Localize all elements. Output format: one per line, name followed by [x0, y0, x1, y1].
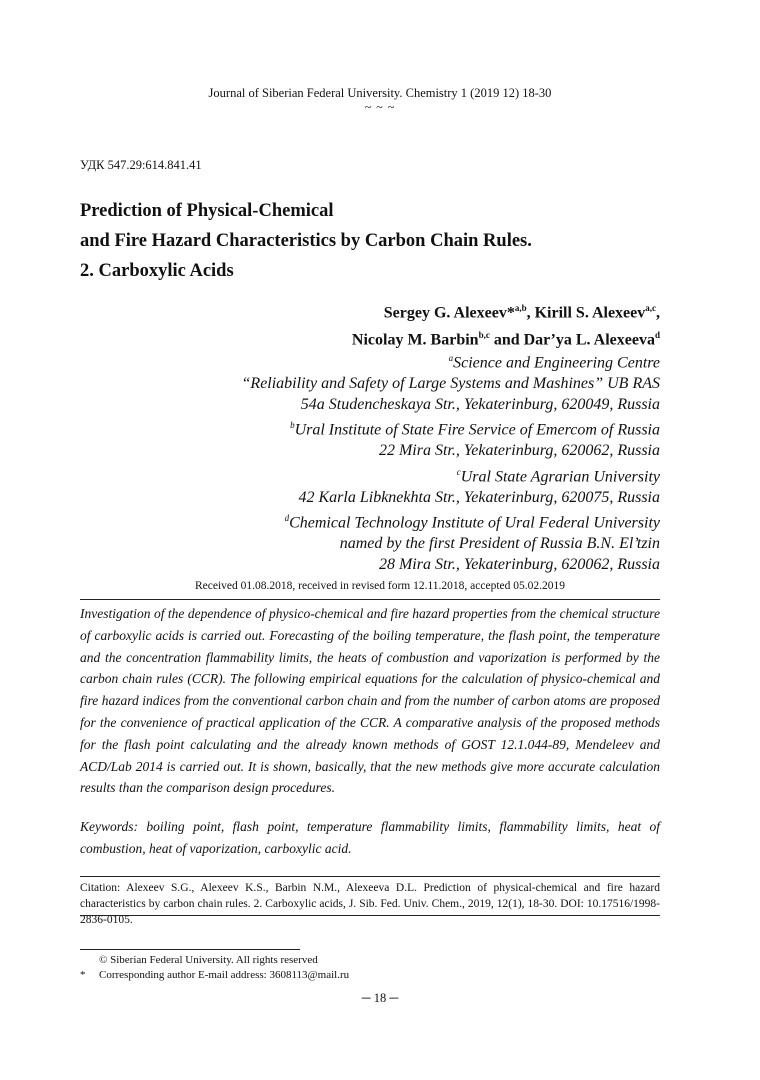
- received-dates: Received 01.08.2018, received in revised form 12.11.2018, accepted 05.02.2019: [194, 580, 566, 592]
- article-title: [80, 196, 532, 286]
- page-number: ─ 18 ─: [361, 991, 399, 1005]
- footnote-rule: [80, 949, 300, 950]
- author-affil-mark: b,c: [478, 330, 490, 341]
- affiliations: [242, 348, 660, 575]
- author-affil-mark: a,c: [645, 303, 656, 313]
- affiliation-line: $^c$Ural State Agrarian University: [456, 466, 660, 485]
- affil-mark: d: [284, 513, 290, 524]
- affiliation-line: “Reliability and Safety of Large Systems and Mashines” UB RAS: [241, 374, 660, 392]
- affiliation-line: 28 Mira Str., Yekaterinburg, 620062, Russia: [378, 555, 660, 573]
- udk-code: УДК 547.29:614.841.41: [80, 158, 202, 172]
- journal-header: Journal of Siberian Federal University. Chemistry 1 (2019 12) 18-30: [208, 86, 552, 100]
- affiliation-line: 42 Karla Libknekhta Str., Yekaterinburg, 620075, Russia: [298, 488, 660, 506]
- author-affil-mark: a,b: [514, 303, 527, 313]
- title-line-1: Prediction of Physical-Chemical: [80, 201, 334, 221]
- affil-mark: c: [456, 466, 461, 477]
- citation-top-rule: [80, 876, 660, 877]
- header-ornament: ~ ~ ~: [364, 100, 396, 114]
- abstract: Investigation of the dependence of physico-chemical and fire hazard properties from the chemical structure of carboxylic acids is carried out. Forecasting of the boiling temperature, the flash point, the temperature and the concentration flammability limits, the heats of combustion and vaporization is performed by the carbon chain rules (CCR). The following empirical equations for the calculation of physico-chemical and fire hazard indices from the conventional carbon chain and from the number of carbon atoms are proposed for the convenience of practical application of the CCR. A comparative analysis of the proposed methods for the flash point calculating and the already known methods of GOST 12.1.044-89, Mendeleev and ACD/Lab 2014 is carried out. It is shown, basically, that the new methods give more accurate calculation results than the comparison design procedures.: [80, 606, 660, 796]
- title-line-3: 2. Carboxylic Acids: [80, 261, 234, 281]
- author-list: [352, 297, 660, 352]
- affiliation-line: $^d$Chemical Technology Institute of Ural Federal University: [284, 513, 660, 532]
- author-line-1: [352, 297, 660, 324]
- keywords: Keywords: boiling point, flash point, temperature flammability limits, flammability limits, heat of combustion, heat of vaporization, carboxylic acid.: [80, 819, 660, 856]
- citation: Citation: Alexeev S.G., Alexeev K.S., Barbin N.M., Alexeeva D.L. Prediction of physical-chemical and fire hazard characteristics by carbon chain rules. 2. Carboxylic acids, J. Sib. Fed. Univ. Chem., 2019, 12(1), 18-30. DOI: 10.17516/1998-2836-0105.: [80, 882, 660, 926]
- copyright-footnote: © Siberian Federal University. All rights reserved: [99, 954, 318, 966]
- affiliation-line: $^b$Ural Institute of State Fire Service of Emercom of Russia: [290, 420, 660, 439]
- affiliation-line: $^a$Science and Engineering Centre: [448, 353, 660, 372]
- abstract-top-rule: [80, 599, 660, 600]
- author-name: Sergey G. Alexeev*: [383, 304, 515, 322]
- author-name: , Kirill S. Alexeev: [526, 304, 646, 322]
- corresponding-author-footnote: * Corresponding author E-mail address: 3608113@mail.ru: [80, 969, 350, 981]
- author-separator: ,: [656, 304, 660, 322]
- title-line-2: and Fire Hazard Characteristics by Carbon Chain Rules.: [80, 231, 532, 251]
- affiliation-line: 22 Mira Str., Yekaterinburg, 620062, Russia: [378, 442, 660, 460]
- author-affil-mark: d: [654, 330, 660, 341]
- author-name: and Dar’ya L. Alexeeva: [489, 331, 655, 349]
- affil-mark: b: [290, 420, 295, 431]
- citation-bottom-rule: [80, 915, 660, 916]
- affiliation-line: named by the first President of Russia B.N. El’tzin: [339, 535, 660, 553]
- affil-mark: a: [448, 353, 454, 363]
- footnote-star: *: [80, 969, 86, 981]
- author-name: Nicolay M. Barbin: [351, 331, 479, 349]
- affiliation-line: 54a Studencheskaya Str., Yekaterinburg, 620049, Russia: [300, 395, 660, 413]
